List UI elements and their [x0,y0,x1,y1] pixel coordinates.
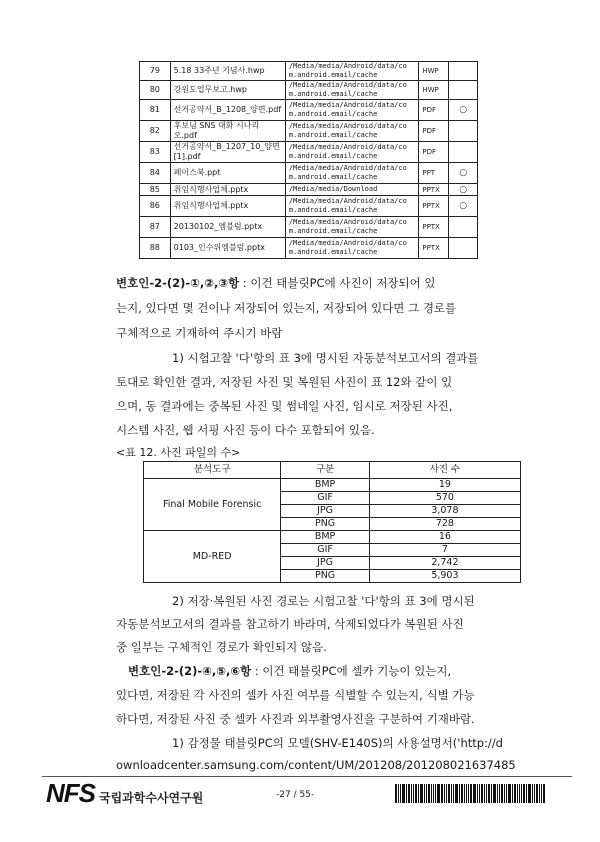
header-type: 구분 [281,462,370,479]
cell-type: PNG [281,570,370,583]
cell-mark [449,81,478,100]
cell-no: 84 [140,163,171,184]
answer-2-line-3: 중 일부는 구체적인 경로가 확인되지 않음. [116,640,327,654]
question-1-heading: 변호인-2-(2)-①,②,③항 [116,276,240,290]
table-row [140,217,478,238]
cell-no: 83 [140,142,171,163]
cell-mark [449,62,478,81]
cell-mark [449,217,478,238]
question-2-line-2: 있다면, 저장된 각 사진의 셀카 사진 여부를 식별할 수 있는지, 식별 가능 [116,688,475,702]
cell-no: 80 [140,81,171,100]
cell-type: PDF [419,142,449,163]
cell-name: 후보님 SNS 대화 시나리오.pdf [170,121,285,142]
cell-name: 취임식행사업체.pptx [170,196,285,217]
table-row [140,62,478,81]
file-list-table [139,61,478,259]
question-1-text: : 이건 태블릿PC에 사진이 저장되어 있 [239,276,436,290]
header-tool: 분석도구 [144,462,281,479]
cell-type: PPT [419,163,449,184]
cell-type: PNG [281,518,370,531]
cell-path: /Media/media/Android/data/co m.android.email/cache [285,238,419,259]
table-row [140,142,478,163]
cell-mark: ○ [449,184,478,196]
cell-mark: ○ [449,100,478,121]
cell-no: 87 [140,217,171,238]
tool-name-fmf: Final Mobile Forensic [144,479,281,531]
cell-type: PDF [419,100,449,121]
cell-path: /Media/media/Android/data/co m.android.email/cache [285,121,419,142]
answer-3-line-2: ownloadcenter.samsung.com/content/UM/201208/20120802163748​5 [116,758,516,772]
cell-name: 선거공약서_B_1207_10_양면 [1].pdf [170,142,285,163]
organization-name: 국립과학수사연구원 [99,791,204,806]
table-row [140,184,478,196]
cell-type: PPTX [419,196,449,217]
cell-name: 페이스북.ppt [170,163,285,184]
page-number: -27 / 55- [276,790,315,800]
logo-mark: NFS [46,778,95,808]
photo-table-header [144,462,521,479]
question-2-line-1 [128,664,538,678]
answer-1-line-4: 시스템 사진, 웹 서핑 사진 등이 다수 포함되어 있음. [116,423,375,437]
cell-count: 19 [369,479,520,492]
footer-divider [42,776,572,777]
header-count: 사진 수 [369,462,520,479]
cell-count: 728 [369,518,520,531]
cell-name: 강원도업무보고.hwp [170,81,285,100]
cell-type: PPTX [419,238,449,259]
cell-type: GIF [281,544,370,557]
cell-count: 5,903 [369,570,520,583]
cell-path: /Media/media/Android/data/co m.android.email/cache [285,142,419,163]
cell-type: JPG [281,505,370,518]
cell-type: HWP [419,62,449,81]
cell-path: /Media/media/Android/data/co m.android.email/cache [285,62,419,81]
answer-1-line-2: 토대로 확인한 결과, 저장된 사진 및 복원된 사진이 표 12와 같이 있 [116,375,453,389]
cell-name: 0103_인수위엠블럼.pptx [170,238,285,259]
tool-name-mdred: MD-RED [144,531,281,583]
cell-no: 82 [140,121,171,142]
cell-path: /Media/media/Android/data/co m.android.email/cache [285,196,419,217]
cell-type: PPTX [419,184,449,196]
nfs-logo [46,778,203,809]
cell-path: /Media/media/Android/data/co m.android.email/cache [285,81,419,100]
cell-path: /Media/media/Android/data/co m.android.email/cache [285,217,419,238]
cell-count: 7 [369,544,520,557]
cell-count: 2,742 [369,557,520,570]
cell-no: 79 [140,62,171,81]
cell-name: 선거공약서_B_1208_양면.pdf [170,100,285,121]
answer-2-line-1: 2) 저장·복원된 사진 경로는 시험고찰 '다'항의 표 3에 명시된 [172,594,475,608]
table-row [140,196,478,217]
table-row [140,121,478,142]
cell-path: /Media/media/Android/data/co m.android.email/cache [285,163,419,184]
cell-count: 3,078 [369,505,520,518]
question-2-line-3: 하다면, 저장된 사진 중 셀카 사진과 외부촬영사진을 구분하여 기재바람. [116,712,475,726]
answer-2-line-2: 자동분석보고서의 결과를 참고하기 바라며, 삭제되었다가 복원된 사진 [116,617,464,631]
table-12-caption: <표 12. 사진 파일의 수> [116,446,241,459]
table-row [144,479,521,492]
photo-count-table [143,461,521,583]
table-row [140,238,478,259]
cell-type: JPG [281,557,370,570]
table-row [140,163,478,184]
cell-count: 570 [369,492,520,505]
table-row [140,100,478,121]
barcode-icon [395,784,573,803]
table-row [144,531,521,544]
question-1-line-2: 는지, 있다면 몇 건이나 저장되어 있는지, 저장되어 있다면 그 경로를 [116,301,457,315]
cell-no: 81 [140,100,171,121]
cell-mark [449,121,478,142]
cell-mark [449,142,478,163]
question-1-line-3: 구체적으로 기재하여 주시기 바람 [116,326,283,340]
cell-type: GIF [281,492,370,505]
cell-path: /Media/media/Android/data/co m.android.email/cache [285,100,419,121]
cell-no: 85 [140,184,171,196]
question-2-heading: 변호인-2-(2)-④,⑤,⑥항 [128,664,252,678]
question-1-line-1 [116,276,526,290]
cell-count: 16 [369,531,520,544]
cell-type: PPTX [419,217,449,238]
cell-type: PDF [419,121,449,142]
table-row [140,81,478,100]
cell-name: 취임식행사업체.pptx [170,184,285,196]
cell-mark: ○ [449,163,478,184]
answer-1-line-3: 으며, 동 결과에는 중복된 사진 및 썸네일 사진, 임시로 저장된 사진, [116,399,453,413]
cell-type: HWP [419,81,449,100]
cell-path: /Media/media/Download [285,184,419,196]
question-2-text: : 이건 태블릿PC에 셀카 기능이 있는지, [251,664,452,678]
cell-type: BMP [281,531,370,544]
answer-3-line-1: 1) 감정물 태블릿PC의 모델(SHV-E140S)의 사용설명서('http://d [172,736,503,750]
answer-1-line-1: 1) 시험고찰 '다'항의 표 3에 명시된 자동분석보고서의 결과를 [172,351,479,365]
cell-name: 5.18 33주년 기념사.hwp [170,62,285,81]
cell-no: 86 [140,196,171,217]
cell-name: 20130102_엠블럼.pptx [170,217,285,238]
cell-type: BMP [281,479,370,492]
cell-mark: ○ [449,196,478,217]
cell-mark [449,238,478,259]
cell-no: 88 [140,238,171,259]
